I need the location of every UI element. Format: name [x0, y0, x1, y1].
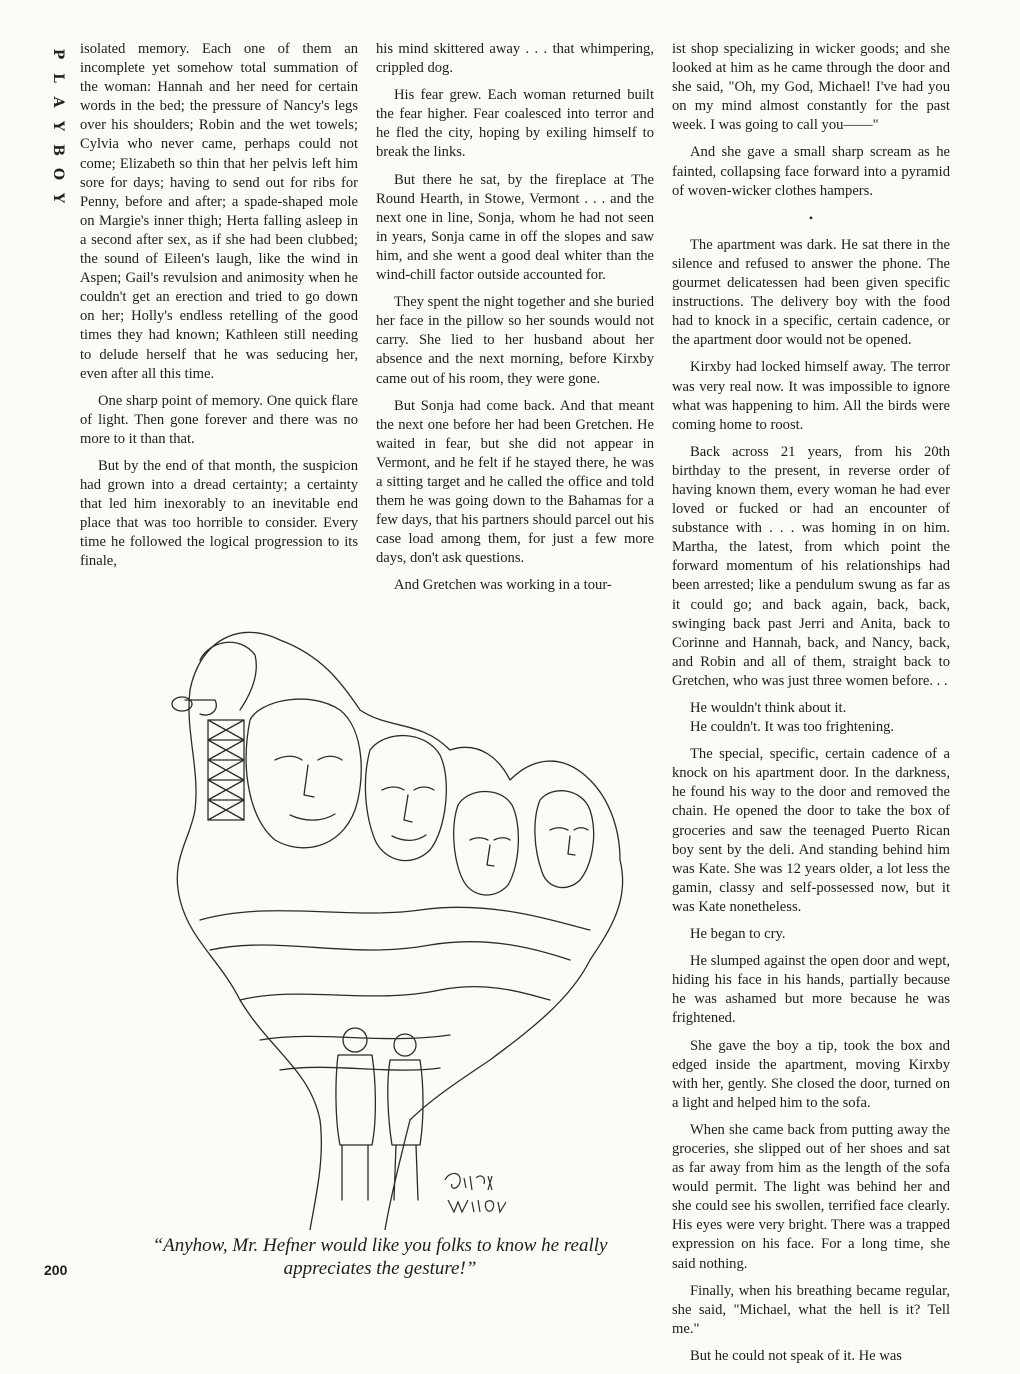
paragraph: But there he sat, by the fireplace at The Round Hearth, in Stowe, Vermont . . . and the next one in line, Sonja, whom he had not seen in years, Sonja came in off the slopes and saw him, and she went a good deal whiter than the wind-chill factor outside accounted for.	[376, 171, 654, 284]
masthead-letter: L	[50, 73, 66, 83]
paragraph: isolated memory. Each one of them an incomplete yet somehow total summation of the woman: Hannah and her need for certain words in the bed; the pressure of Nancy's legs over his shoulders; Robin and the wet towels; Cylvia who never came, perhaps could not come; Elizabeth so thin that her pelvis left him sore for days; having to send out for ribs for Penny, before and after; a spade-shaped mole on Margie's inner thigh; Herta falling asleep in a second after sex, as if she had been clubbed; the sound of Eileen's laugh, like the wind in Aspen; Gail's revulsion and animosity when he couldn't get an erection and tried to go down on her; Holly's endless retelling of the good times they had known; Kathleen still needing to delude herself that he was seducing her, even after all this time.	[80, 41, 358, 382]
paragraph: He began to cry.	[690, 926, 786, 943]
paragraph: The special, specific, certain cadence of a knock on his apartment door. In the darkness, he found his way to the door and removed the chain. He opened the door to take the box of groceries and saw the teenaged Puerto Rican boy sent by the deli. And standing behind him was Kate. She was 12 years older, a lot less the gamin, classy and self-possessed now, but it was Kate nonetheless.	[672, 746, 950, 915]
masthead-letter: A	[50, 96, 66, 108]
masthead-letter: P	[50, 48, 66, 60]
section-break-bullet: •	[808, 210, 814, 225]
paragraph: She gave the boy a tip, took the box and edged inside the apartment, moving Kirxby with her, gently. She closed the door, turned on a light and helped him to the sofa.	[672, 1037, 950, 1111]
paragraph: He couldn't. It was too frightening.	[690, 719, 895, 736]
masthead-letter: O	[50, 167, 66, 181]
paragraph: Back across 21 years, from his 20th birthday to the present, in reverse order of having known them, every woman he had ever loved or fucked or had an encounter of substance with . . . was homing in on him. Martha, the latest, from which point the forward momentum of his relationships had been arrested; like a pendulum swung as far as it could go; and back again, back, back, swinging back past Jerri and Anita, back to Corinne and Hannah, back, and Nancy, back, and Robin and all of them, straight back to Gretchen, who was just three women before. . .	[672, 443, 950, 689]
paragraph: Finally, when his breathing became regular, she said, "Michael, what the hell is it? Tell me."	[672, 1282, 950, 1337]
cartoon-caption: “Anyhow, Mr. Hefner would like you folks to know he really appreciates the gesture!”	[152, 1235, 608, 1279]
paragraph: The apartment was dark. He sat there in the silence and refused to answer the phone. The gourmet delicatessen had been given specific instructions. The delivery boy with the food had to knock in a specific, certain cadence, or the apartment door would not be opened.	[672, 236, 950, 349]
paragraph: ist shop specializing in wicker goods; and she looked at him as he came through the door and she said, "Oh, my God, Michael! I've had you on my mind almost constantly for the past week. I was going to call you——"	[672, 41, 950, 134]
magazine-masthead-vertical	[44, 42, 72, 210]
paragraph: But Sonja had come back. And that meant the next one before her had been Gretchen. He waited in fear, but she did not appear in Vermont, and he felt if he stayed there, he was a sitting target and he called the office and told them he was going down to the Bahamas for a few days, that his partners should parcel out his case load among them, for just a few more days, don't ask questions.	[376, 397, 654, 567]
paragraph: He slumped against the open door and wept, hiding his face in his hands, partially because he was ashamed but more because he was frightened.	[672, 953, 950, 1027]
paragraph: He wouldn't think about it.	[690, 700, 847, 716]
text-column-2	[376, 40, 654, 604]
cartoon-illustration	[90, 600, 660, 1230]
paragraph: And Gretchen was working in a tour-	[394, 577, 612, 594]
paragraph: And she gave a small sharp scream as he fainted, collapsing face forward into a pyramid of woven-wicker clothes hampers.	[672, 144, 950, 199]
text-column-3	[672, 40, 950, 1374]
artist-signature	[440, 1168, 510, 1218]
paragraph: One sharp point of memory. One quick flare of light. Then gone forever and there was no more to it than that.	[80, 392, 358, 447]
paragraph: But by the end of that month, the suspicion had grown into a dread certainty; a certainty that led him inexorably to an inevitable end place that was too horrible to consider. Every time he followed the logical progression to its finale,	[80, 457, 358, 570]
masthead-letter: B	[50, 144, 66, 156]
paragraph: his mind skittered away . . . that whimpering, crippled dog.	[376, 41, 654, 77]
paragraph: When she came back from putting away the groceries, she slipped out of her shoes and sat as far away from him as the length of the sofa would permit. The light was behind her and she could see his swollen, terrified face clearly. His eyes were very bright. There was a trapped expression on his face. For a long time, she said nothing.	[672, 1121, 950, 1272]
masthead-letter: Y	[50, 121, 66, 131]
paragraph: But he could not speak of it. He was	[690, 1347, 902, 1364]
paragraph: They spent the night together and she buried her face in the pillow so her sounds would not carry. She lied to her husband about her absence and the next morning, before Kirxby came out of his room, they were gone.	[376, 294, 654, 387]
text-column-1	[80, 40, 358, 580]
masthead-letter: Y	[50, 193, 66, 203]
paragraph: Kirxby had locked himself away. The terror was very real now. It was impossible to ignore what was happening to him. All the birds were coming home to roost.	[672, 359, 950, 433]
paragraph: His fear grew. Each woman returned built the fear higher. Fear coalesced into terror and he fled the city, hoping by exiling himself to break the links.	[376, 87, 654, 161]
page-number: 200	[44, 1262, 68, 1278]
